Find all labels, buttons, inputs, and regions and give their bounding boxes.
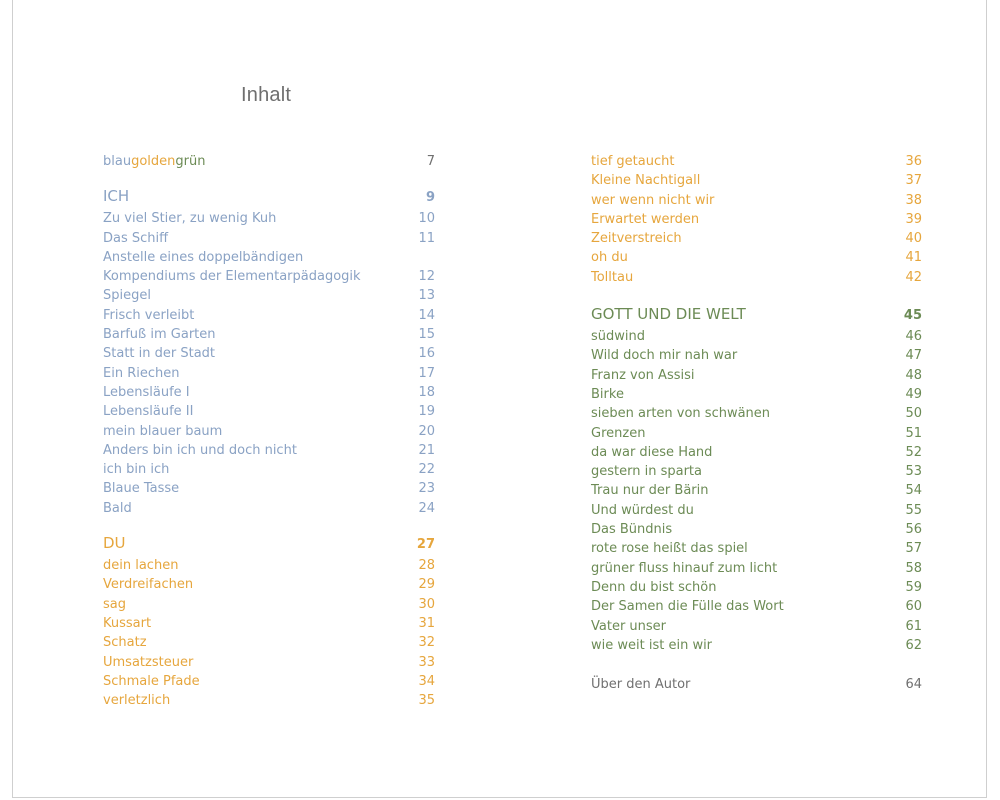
toc-entry-page: 32: [418, 635, 435, 651]
toc-left-column: [103, 152, 435, 710]
toc-entry-title: dein lachen: [103, 558, 179, 574]
toc-entry[interactable]: [103, 556, 435, 575]
toc-entry-title: südwind: [591, 329, 645, 345]
toc-entry[interactable]: [591, 481, 922, 500]
toc-entry-title: ich bin ich: [103, 462, 170, 478]
toc-entry-title: Zu viel Stier, zu wenig Kuh: [103, 211, 277, 227]
toc-entry[interactable]: [103, 422, 435, 441]
toc-entry[interactable]: [103, 460, 435, 479]
toc-entry[interactable]: [591, 366, 922, 385]
toc-entry-page: 11: [418, 230, 435, 246]
toc-entry-title: Lebensläufe II: [103, 404, 194, 420]
toc-entry-page: 31: [418, 615, 435, 631]
toc-entry-page: 47: [905, 348, 922, 364]
toc-entry[interactable]: [591, 327, 922, 346]
toc-entry[interactable]: [591, 539, 922, 558]
toc-entry-page: 61: [905, 618, 922, 634]
toc-entry-page: 41: [905, 250, 922, 266]
toc-entry-page: 35: [418, 693, 435, 709]
toc-entry-title: Der Samen die Fülle das Wort: [591, 599, 784, 615]
toc-entry-title: Kleine Nachtigall: [591, 173, 701, 189]
toc-entry-title: grüner fluss hinauf zum licht: [591, 560, 778, 576]
toc-entry-page: 30: [418, 596, 435, 612]
toc-entry[interactable]: [591, 248, 922, 267]
toc-entry-page: 34: [418, 673, 435, 689]
toc-entry-page: 49: [905, 386, 922, 402]
toc-entry-page: 29: [418, 577, 435, 593]
toc-entry[interactable]: [103, 691, 435, 710]
toc-entry-page: 52: [905, 444, 922, 460]
toc-entry-page: 22: [418, 462, 435, 478]
toc-entry[interactable]: [103, 499, 435, 518]
toc-entry[interactable]: [103, 248, 435, 267]
toc-entry-page: 36: [905, 154, 922, 169]
toc-entry-page: 64: [905, 677, 922, 693]
section-list-gott: [591, 327, 922, 655]
toc-entry[interactable]: [591, 520, 922, 539]
toc-entry-title: rote rose heißt das spiel: [591, 541, 748, 557]
toc-entry-title: Kussart: [103, 615, 152, 631]
toc-entry-page: 18: [418, 384, 435, 400]
intro-title-green: grün: [175, 154, 206, 169]
toc-right-column: [591, 152, 922, 694]
toc-entry-title: Über den Autor: [591, 677, 691, 693]
toc-entry-title: Frisch verleibt: [103, 307, 195, 323]
toc-entry-page: 40: [905, 231, 922, 247]
section-heading-du[interactable]: [103, 532, 435, 554]
toc-entry-page: 19: [418, 404, 435, 420]
page-title: Inhalt: [241, 84, 292, 106]
toc-entry[interactable]: [591, 191, 922, 210]
toc-entry-page: 37: [905, 173, 922, 189]
toc-entry-title: Kompendiums der Elementarpädagogik: [103, 269, 361, 285]
toc-entry-page: 42: [905, 269, 922, 285]
toc-entry[interactable]: [103, 653, 435, 672]
toc-entry-title: Barfuß im Garten: [103, 327, 216, 343]
toc-entry-title: Und würdest du: [591, 502, 694, 518]
toc-entry-title: wer wenn nicht wir: [591, 192, 715, 208]
toc-intro-entry[interactable]: [103, 152, 435, 171]
toc-entry[interactable]: [591, 578, 922, 597]
toc-entry-title: Schatz: [103, 635, 147, 651]
toc-entry-page: 39: [905, 211, 922, 227]
toc-entry-page: 12: [418, 269, 435, 285]
toc-entry-page: 50: [905, 406, 922, 422]
toc-entry-title: mein blauer baum: [103, 423, 223, 439]
toc-entry[interactable]: [103, 575, 435, 594]
toc-entry-title: wie weit ist ein wir: [591, 637, 713, 653]
toc-entry[interactable]: [591, 152, 922, 171]
toc-entry-page: 10: [418, 211, 435, 227]
toc-entry-title: Bald: [103, 500, 132, 516]
toc-entry-title: verletzlich: [103, 693, 171, 709]
toc-entry[interactable]: [103, 344, 435, 363]
toc-entry[interactable]: [103, 402, 435, 421]
toc-entry-title: da war diese Hand: [591, 444, 713, 460]
toc-entry-title: Vater unser: [591, 618, 667, 634]
toc-entry-title: gestern in sparta: [591, 464, 702, 480]
toc-entry-page: 7: [426, 154, 435, 169]
section-heading-ich[interactable]: [103, 185, 435, 207]
toc-entry-title: Verdreifachen: [103, 577, 194, 593]
toc-entry[interactable]: [103, 286, 435, 305]
toc-entry-page: 21: [418, 442, 435, 458]
toc-entry-title: Das Schiff: [103, 230, 169, 246]
toc-author-entry[interactable]: [591, 675, 922, 694]
toc-entry[interactable]: [591, 385, 922, 404]
toc-entry-title: Ein Riechen: [103, 365, 180, 381]
toc-entry[interactable]: [591, 268, 922, 287]
toc-entry-page: 56: [905, 522, 922, 538]
toc-entry-page: 48: [905, 367, 922, 383]
toc-entry-title: Blaue Tasse: [103, 481, 180, 497]
toc-entry-title: Statt in der Stadt: [103, 346, 216, 362]
toc-entry-title: [103, 152, 205, 171]
toc-entry-page: 17: [418, 365, 435, 381]
toc-entry[interactable]: [591, 171, 922, 190]
toc-entry[interactable]: [103, 383, 435, 402]
toc-entry-page: 58: [905, 560, 922, 576]
toc-entry-title: Spiegel: [103, 288, 151, 304]
toc-entry-title: sag: [103, 596, 126, 612]
toc-entry[interactable]: [103, 633, 435, 652]
toc-entry-page: 60: [905, 599, 922, 615]
toc-entry-page: 51: [905, 425, 922, 441]
toc-entry-title: Birke: [591, 386, 624, 402]
toc-entry-title: Umsatzsteuer: [103, 654, 194, 670]
section-page: 45: [903, 308, 922, 324]
book-page: [12, 0, 987, 798]
section-title: GOTT UND DIE WELT: [591, 305, 746, 324]
section-page: 9: [425, 190, 435, 206]
toc-entry[interactable]: [103, 364, 435, 383]
toc-entry-title: Tolltau: [591, 269, 634, 285]
toc-entry[interactable]: [103, 267, 435, 286]
toc-entry-title: Grenzen: [591, 425, 646, 441]
toc-entry[interactable]: [591, 597, 922, 616]
toc-entry-title: tief getaucht: [591, 154, 675, 169]
section-list-du-continued: [591, 152, 922, 287]
toc-entry-page: 57: [905, 541, 922, 557]
toc-entry[interactable]: [103, 441, 435, 460]
intro-title-blue: blau: [103, 154, 132, 169]
toc-entry[interactable]: [103, 614, 435, 633]
toc-entry-title: Anders bin ich und doch nicht: [103, 442, 297, 458]
section-heading-gott-und-die-welt[interactable]: [591, 303, 922, 325]
toc-entry[interactable]: [591, 346, 922, 365]
toc-entry[interactable]: [591, 404, 922, 423]
toc-entry-title: sieben arten von schwänen: [591, 406, 771, 422]
toc-entry-title: Das Bündnis: [591, 522, 673, 538]
toc-entry-title: oh du: [591, 250, 628, 266]
toc-entry-title: Trau nur der Bärin: [591, 483, 709, 499]
toc-entry-page: 16: [418, 346, 435, 362]
toc-entry-page: 33: [418, 654, 435, 670]
toc-entry[interactable]: [103, 595, 435, 614]
toc-entry[interactable]: [103, 209, 435, 228]
toc-entry[interactable]: [591, 501, 922, 520]
toc-entry[interactable]: [591, 229, 922, 248]
toc-entry[interactable]: [103, 229, 435, 248]
toc-entry-title: Franz von Assisi: [591, 367, 695, 383]
toc-entry-page: 59: [905, 579, 922, 595]
intro-title-golden: golden: [131, 154, 176, 169]
section-list-ich: [103, 209, 435, 518]
toc-entry[interactable]: [103, 306, 435, 325]
section-title: ICH: [103, 187, 130, 206]
toc-entry[interactable]: [103, 479, 435, 498]
toc-entry-page: 13: [418, 288, 435, 304]
section-page: 27: [416, 537, 435, 553]
toc-entry-page: 38: [905, 192, 922, 208]
toc-entry-page: 14: [418, 307, 435, 323]
toc-entry[interactable]: [591, 617, 922, 636]
toc-entry-page: 53: [905, 464, 922, 480]
toc-entry-title: Schmale Pfade: [103, 673, 200, 689]
toc-entry-page: 55: [905, 502, 922, 518]
toc-entry-title: Erwartet werden: [591, 211, 700, 227]
toc-entry-title: Lebensläufe I: [103, 384, 190, 400]
toc-entry-page: 20: [418, 423, 435, 439]
toc-entry-page: 62: [905, 637, 922, 653]
toc-entry[interactable]: [591, 559, 922, 578]
toc-entry[interactable]: [591, 636, 922, 655]
toc-entry-page: 15: [418, 327, 435, 343]
toc-entry-page: 46: [905, 329, 922, 345]
toc-entry-page: 28: [418, 558, 435, 574]
toc-entry-title: Denn du bist schön: [591, 579, 717, 595]
toc-entry-page: 24: [418, 500, 435, 516]
toc-entry-title: Anstelle eines doppelbändigen: [103, 249, 304, 265]
toc-entry-title: Wild doch mir nah war: [591, 348, 738, 364]
toc-entry-page: 54: [905, 483, 922, 499]
toc-entry[interactable]: [591, 424, 922, 443]
toc-entry[interactable]: [591, 443, 922, 462]
toc-entry[interactable]: [591, 210, 922, 229]
toc-entry[interactable]: [103, 672, 435, 691]
section-list-du: [103, 556, 435, 710]
toc-entry-page: 23: [418, 481, 435, 497]
toc-entry-title: Zeitverstreich: [591, 231, 682, 247]
toc-entry[interactable]: [103, 325, 435, 344]
section-title: DU: [103, 534, 126, 553]
toc-entry[interactable]: [591, 462, 922, 481]
